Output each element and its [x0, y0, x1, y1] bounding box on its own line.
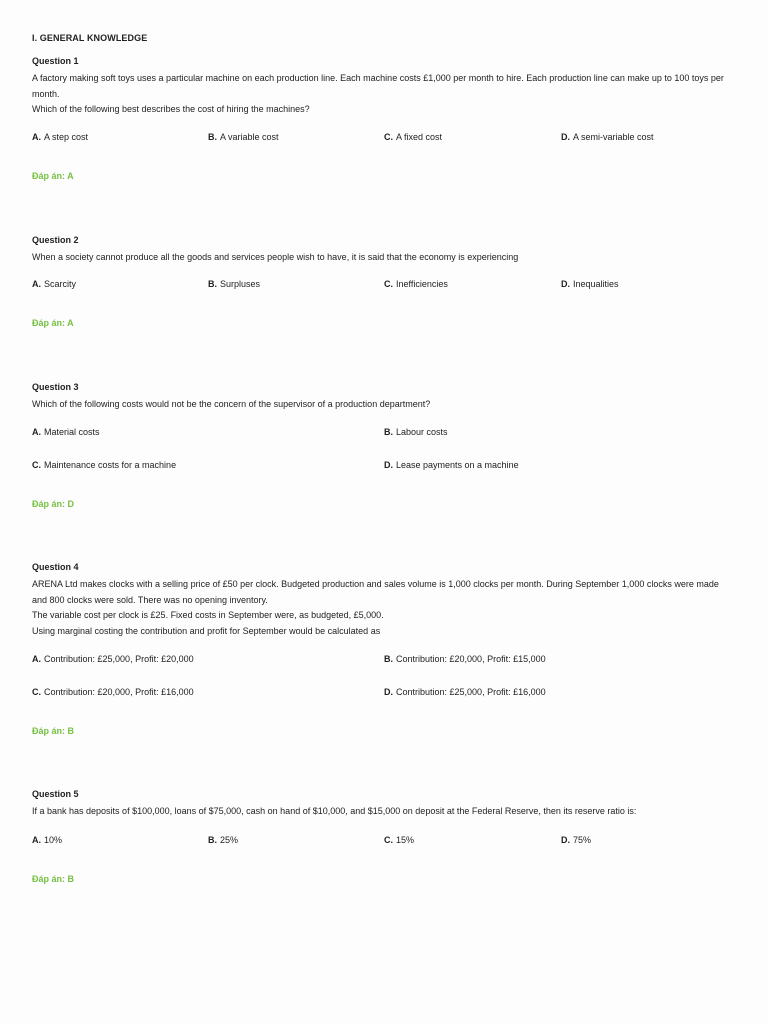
- option-letter: A.: [32, 654, 41, 664]
- options-row: [32, 279, 736, 293]
- question-title: Question 2: [32, 235, 79, 245]
- option-b[interactable]: [208, 132, 279, 142]
- option-letter: A.: [32, 132, 41, 142]
- option-b[interactable]: [208, 279, 260, 289]
- option-letter: B.: [208, 279, 217, 289]
- option-text: A variable cost: [220, 132, 279, 142]
- question-text: [32, 250, 736, 266]
- question-5: [32, 788, 736, 884]
- question-2: [32, 234, 736, 328]
- option-text: Contribution: £25,000, Profit: £20,000: [44, 654, 194, 664]
- question-text: [32, 71, 736, 118]
- option-text: A step cost: [44, 132, 89, 142]
- options-row: [32, 132, 736, 146]
- option-b[interactable]: [384, 427, 448, 437]
- question-text: [32, 577, 736, 639]
- option-c[interactable]: [384, 132, 442, 142]
- options-row: [32, 460, 736, 474]
- option-letter: D.: [384, 460, 393, 470]
- option-c[interactable]: [32, 460, 176, 470]
- option-letter: B.: [384, 427, 393, 437]
- option-text: Scarcity: [44, 279, 77, 289]
- answer-label: Đáp án: B: [32, 874, 75, 884]
- question-text: [32, 397, 736, 413]
- option-text: 25%: [220, 835, 239, 845]
- option-b[interactable]: [384, 654, 546, 664]
- question-paragraph: Which of the following best describes the cost of hiring the machines?: [32, 104, 310, 114]
- option-text: Labour costs: [396, 427, 448, 437]
- option-text: Material costs: [44, 427, 100, 437]
- option-a[interactable]: [32, 279, 76, 289]
- option-text: Contribution: £25,000, Profit: £16,000: [396, 687, 546, 697]
- option-letter: A.: [32, 279, 41, 289]
- option-a[interactable]: [32, 427, 100, 437]
- answer-label: Đáp án: A: [32, 171, 74, 181]
- question-3: [32, 381, 736, 509]
- option-text: Contribution: £20,000, Profit: £15,000: [396, 654, 546, 664]
- question-paragraph: Which of the following costs would not be the concern of the supervisor of a production department?: [32, 399, 431, 409]
- options-row: [32, 654, 736, 668]
- option-letter: D.: [384, 687, 393, 697]
- question-4: [32, 561, 736, 736]
- option-letter: B.: [384, 654, 393, 664]
- option-text: Contribution: £20,000, Profit: £16,000: [44, 687, 194, 697]
- option-text: 10%: [44, 835, 63, 845]
- options-row: [32, 687, 736, 701]
- option-letter: D.: [561, 132, 570, 142]
- question-1: [32, 55, 736, 181]
- question-paragraph: ARENA Ltd makes clocks with a selling price of £50 per clock. Budgeted production and sales volume is 1,000 clocks per month. During September 1,000 clocks were made and 800 clocks were sold. There was no opening inventory.: [32, 579, 719, 605]
- question-paragraph: When a society cannot produce all the goods and services people wish to have, it is said that the economy is experiencing: [32, 252, 519, 262]
- answer-label: Đáp án: D: [32, 499, 75, 509]
- question-title: Question 5: [32, 789, 79, 799]
- option-letter: C.: [32, 687, 41, 697]
- option-text: Inequalities: [573, 279, 619, 289]
- option-d[interactable]: [561, 279, 619, 289]
- option-d[interactable]: [561, 835, 591, 845]
- question-title: Question 1: [32, 56, 79, 66]
- option-letter: C.: [384, 279, 393, 289]
- option-text: Maintenance costs for a machine: [44, 460, 177, 470]
- option-text: A fixed cost: [396, 132, 443, 142]
- option-d[interactable]: [384, 460, 519, 470]
- option-letter: A.: [32, 835, 41, 845]
- option-b[interactable]: [208, 835, 238, 845]
- question-text: [32, 804, 736, 820]
- option-c[interactable]: [384, 279, 448, 289]
- question-paragraph: A factory making soft toys uses a particular machine on each production line. Each machine costs £1,000 per month to hire. Each production line can make up to 100 toys per month.: [32, 73, 724, 99]
- option-d[interactable]: [561, 132, 654, 142]
- option-text: 15%: [396, 835, 415, 845]
- option-letter: D.: [561, 835, 570, 845]
- option-letter: B.: [208, 132, 217, 142]
- option-text: Lease payments on a machine: [396, 460, 519, 470]
- option-letter: C.: [384, 132, 393, 142]
- option-letter: B.: [208, 835, 217, 845]
- option-letter: A.: [32, 427, 41, 437]
- option-text: A semi-variable cost: [573, 132, 654, 142]
- option-text: Surpluses: [220, 279, 261, 289]
- option-a[interactable]: [32, 835, 62, 845]
- option-d[interactable]: [384, 687, 546, 697]
- option-a[interactable]: [32, 132, 88, 142]
- options-row: [32, 427, 736, 441]
- section-title: I. GENERAL KNOWLEDGE: [32, 33, 148, 43]
- option-letter: C.: [32, 460, 41, 470]
- answer-label: Đáp án: B: [32, 726, 75, 736]
- question-paragraph: If a bank has deposits of $100,000, loans of $75,000, cash on hand of $10,000, and $15,000 on deposit at the Federal Reserve, then its reserve ratio is:: [32, 806, 637, 816]
- option-text: Inefficiencies: [396, 279, 448, 289]
- option-a[interactable]: [32, 654, 194, 664]
- question-paragraph: The variable cost per clock is £25. Fixed costs in September were, as budgeted, £5,000.: [32, 610, 384, 620]
- options-row: [32, 835, 736, 849]
- option-text: 75%: [573, 835, 592, 845]
- question-title: Question 3: [32, 382, 79, 392]
- answer-label: Đáp án: A: [32, 318, 74, 328]
- question-paragraph: Using marginal costing the contribution and profit for September would be calculated as: [32, 625, 381, 636]
- option-letter: C.: [384, 835, 393, 845]
- option-c[interactable]: [384, 835, 414, 845]
- option-c[interactable]: [32, 687, 194, 697]
- option-letter: D.: [561, 279, 570, 289]
- question-title: Question 4: [32, 562, 79, 572]
